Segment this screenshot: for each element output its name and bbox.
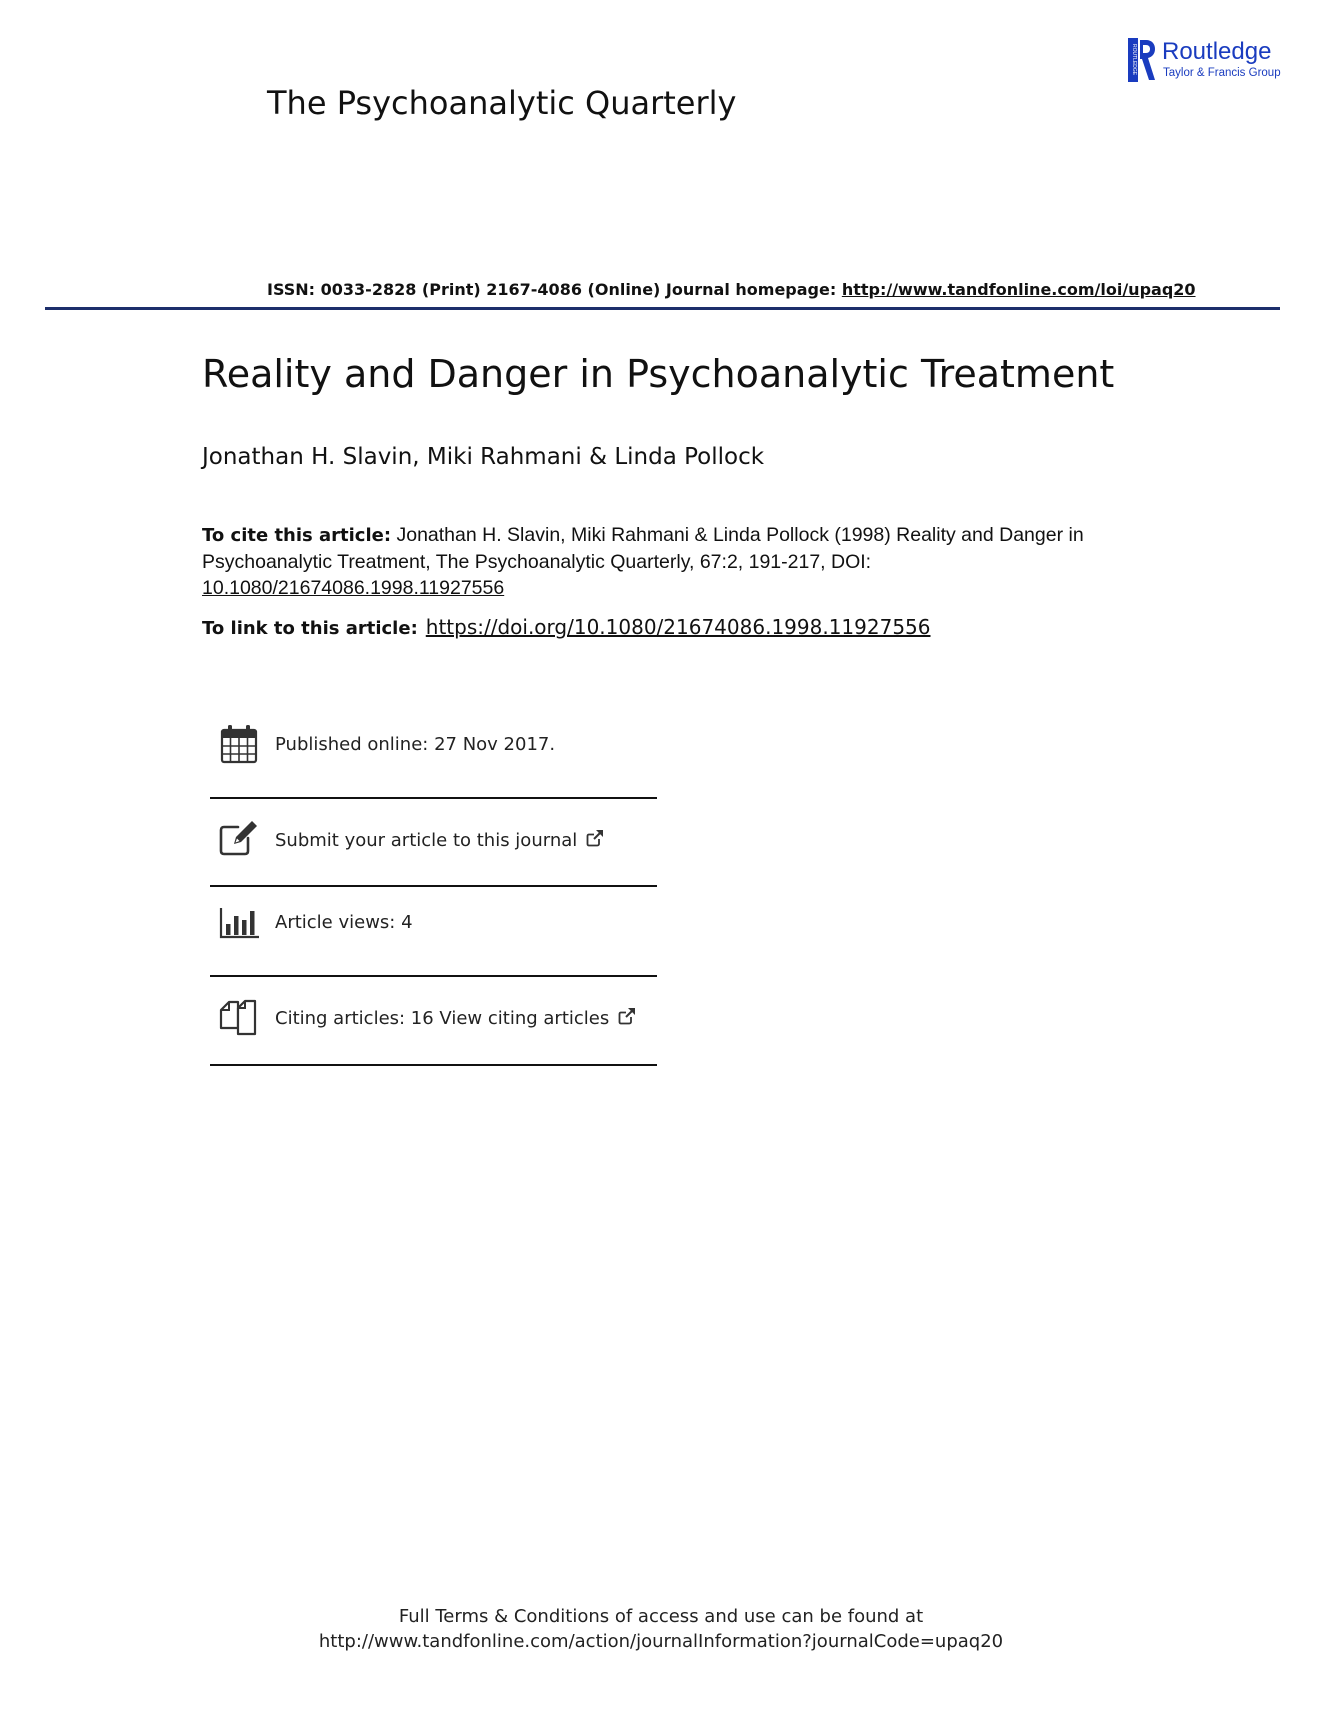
published-date: Published online: 27 Nov 2017. <box>275 734 556 755</box>
routledge-logo-icon <box>1128 38 1156 82</box>
svg-text:ROUTLEDGE: ROUTLEDGE <box>1131 44 1137 76</box>
citing-articles-link[interactable] <box>275 1006 637 1029</box>
citation-block <box>202 522 1102 601</box>
article-title: Reality and Danger in Psychoanalytic Treatment <box>202 352 1115 396</box>
issn-line <box>267 280 1196 299</box>
article-views: Article views: 4 <box>275 912 413 933</box>
cite-label: To cite this article: <box>202 525 392 546</box>
info-divider <box>210 797 657 799</box>
info-divider <box>210 975 657 977</box>
article-doi-link[interactable]: https://doi.org/10.1080/21674086.1998.11927556 <box>425 615 931 639</box>
cite-text: Jonathan H. Slavin, Miki Rahmani & Linda Pollock (1998) Reality and Danger in Psychoanalytic Treatment, The Psychoanalytic Quarterly, 67:2, 191-217, DOI: <box>202 524 1084 573</box>
submit-row[interactable] <box>210 804 657 864</box>
journal-homepage-link[interactable]: http://www.tandfonline.com/loi/upaq20 <box>841 280 1196 299</box>
copy-documents-icon <box>218 996 260 1036</box>
publisher-name: Routledge <box>1162 38 1272 65</box>
link-label: To link to this article: <box>202 618 418 639</box>
submit-label: Submit your article to this journal <box>275 830 578 851</box>
submit-article-link[interactable] <box>275 828 605 851</box>
header-divider <box>45 307 1280 310</box>
cite-doi-link[interactable]: 10.1080/21674086.1998.11927556 <box>202 577 505 599</box>
bar-chart-icon <box>218 902 260 942</box>
routledge-logo[interactable] <box>1128 38 1281 84</box>
issn-text: ISSN: 0033-2828 (Print) 2167-4086 (Online) Journal homepage: <box>267 280 842 299</box>
citing-label: Citing articles: 16 View citing articles <box>275 1008 610 1029</box>
terms-url[interactable]: http://www.tandfonline.com/action/journalInformation?journalCode=upaq20 <box>318 1631 1004 1652</box>
article-authors: Jonathan H. Slavin, Miki Rahmani & Linda Pollock <box>202 444 765 470</box>
info-divider <box>210 885 657 887</box>
external-link-icon <box>585 828 605 848</box>
views-row <box>210 888 657 948</box>
edit-icon <box>218 818 260 858</box>
calendar-icon <box>218 724 260 764</box>
journal-title: The Psychoanalytic Quarterly <box>267 84 737 122</box>
citing-row[interactable] <box>210 982 657 1042</box>
info-divider <box>210 1064 657 1066</box>
terms-text: Full Terms & Conditions of access and use can be found at <box>398 1606 924 1627</box>
publisher-group: Taylor & Francis Group <box>1163 67 1281 79</box>
published-row <box>210 710 657 770</box>
article-link-line <box>202 615 931 639</box>
terms-footer <box>0 1604 1322 1654</box>
external-link-icon <box>617 1006 637 1026</box>
